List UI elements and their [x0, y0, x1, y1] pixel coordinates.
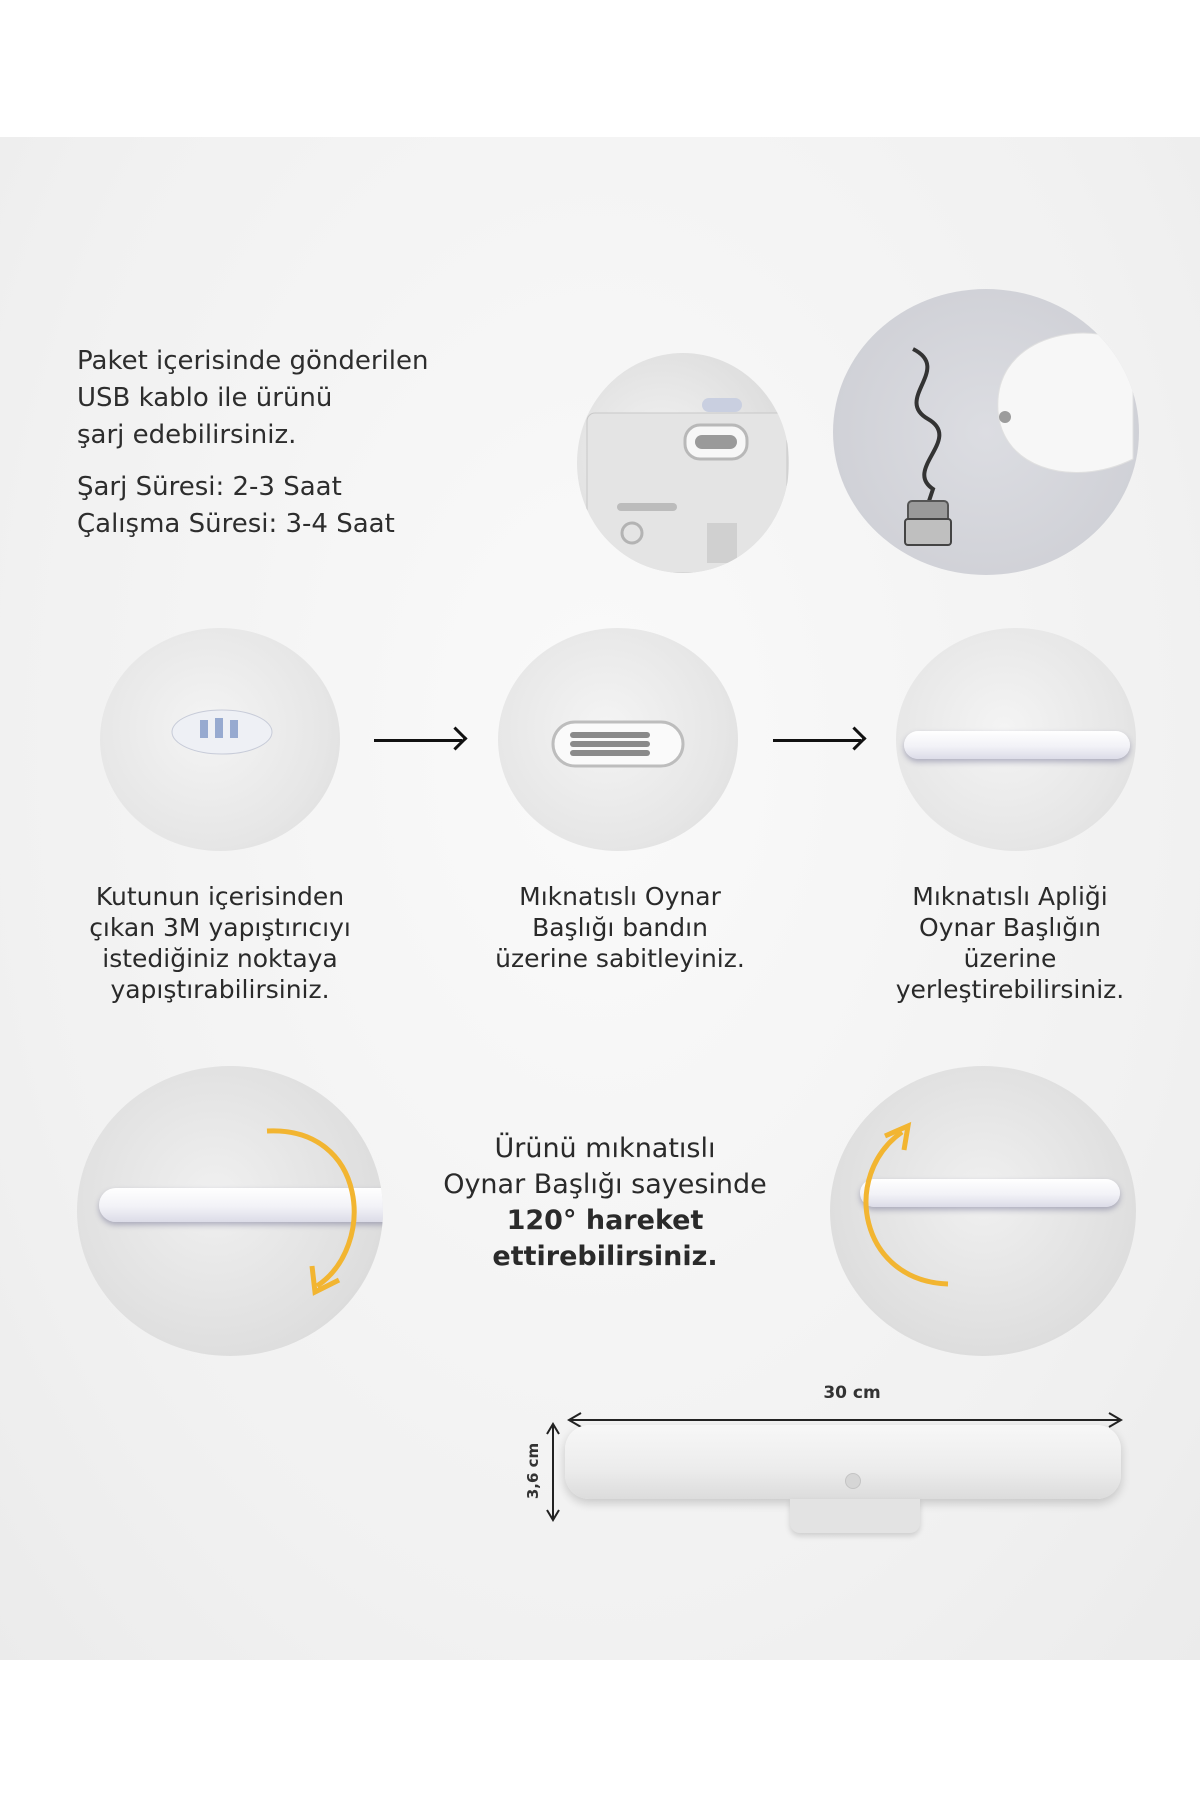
- step-caption-1: [40, 881, 400, 1005]
- rotate-up-arrow-icon: [830, 1066, 1136, 1356]
- lamp-mounted-photo: [896, 628, 1136, 851]
- rotation-down-photo: [77, 1066, 383, 1356]
- charging-intro: [77, 343, 537, 454]
- charging-port-icon: [577, 353, 789, 573]
- magnetic-head-photo: [498, 628, 738, 851]
- step-caption-line: çıkan 3M yapıştırıcıyı: [89, 913, 351, 942]
- charging-intro-line: şarj edebilirsiniz.: [77, 420, 297, 450]
- rotation-up-photo: [830, 1066, 1136, 1356]
- step-caption-line: Mıknatıslı Apliği: [912, 882, 1108, 911]
- run-time: Çalışma Süresi: 3-4 Saat: [77, 509, 395, 539]
- width-label: 30 cm: [823, 1383, 881, 1403]
- sensor-dot: [845, 1473, 861, 1489]
- step-caption-line: Mıknatıslı Oynar: [519, 882, 721, 911]
- rotation-caption: [390, 1131, 820, 1275]
- height-label: 3,6 cm: [524, 1442, 542, 1500]
- rotation-line: 120° hareket: [506, 1205, 704, 1236]
- height-dimension-line: [543, 1422, 563, 1522]
- adhesive-tape-photo: [100, 628, 340, 851]
- magnetic-head-icon: [498, 628, 738, 851]
- magnetic-mount-base: [790, 1499, 920, 1533]
- step-caption-line: yerleştirebilirsiniz.: [895, 975, 1125, 1004]
- step-arrow-1: [374, 739, 462, 742]
- lamp-product-body: [565, 1425, 1121, 1499]
- rotation-line: ettirebilirsiniz.: [492, 1241, 718, 1272]
- step-caption-line: yapıştırabilirsiniz.: [110, 975, 330, 1004]
- step-caption-line: üzerine sabitleyiniz.: [495, 944, 745, 973]
- charge-time: Şarj Süresi: 2-3 Saat: [77, 472, 342, 502]
- adhesive-tape-icon: [100, 628, 340, 851]
- step-caption-2: [440, 881, 800, 974]
- usb-cable-photo: [833, 289, 1139, 575]
- lamp-bar: [904, 731, 1130, 759]
- step-caption-line: üzerine: [963, 944, 1057, 973]
- rotation-line: Ürünü mıknatıslı: [494, 1133, 716, 1164]
- step-caption-3: [830, 881, 1190, 1005]
- step-caption-line: Oynar Başlığın: [919, 913, 1101, 942]
- step-caption-line: Başlığı bandın: [532, 913, 708, 942]
- rotate-down-arrow-icon: [77, 1066, 383, 1356]
- charging-intro-line: USB kablo ile ürünü: [77, 383, 333, 413]
- step-arrow-2: [773, 739, 861, 742]
- usb-cable-icon: [833, 289, 1139, 575]
- step-caption-line: istediğiniz noktaya: [102, 944, 338, 973]
- charging-port-photo: [577, 353, 789, 573]
- step-caption-line: Kutunun içerisinden: [95, 882, 345, 911]
- rotation-line: Oynar Başlığı sayesinde: [443, 1169, 767, 1200]
- charging-intro-line: Paket içerisinde gönderilen: [77, 346, 429, 376]
